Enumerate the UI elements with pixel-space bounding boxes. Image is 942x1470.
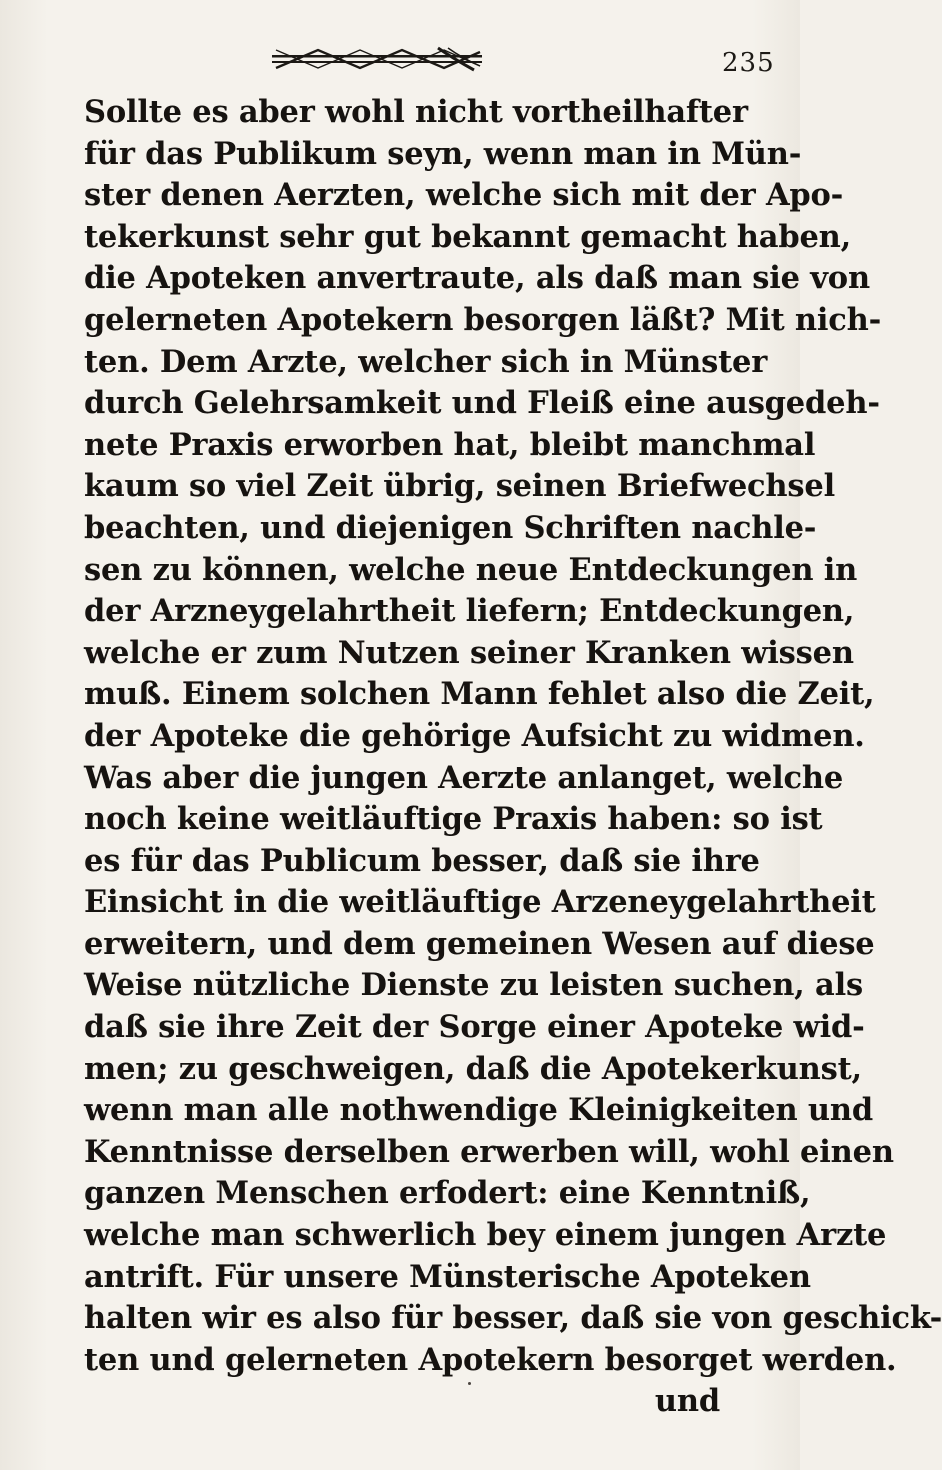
- text-line: muß. Einem solchen Mann fehlet also die Zeit,: [84, 676, 875, 713]
- text-line: gelerneten Apotekern besorgen läßt? Mit nich-: [84, 301, 882, 338]
- text-line: tekerkunst sehr gut bekannt gemacht haben,: [84, 218, 852, 255]
- text-line: daß sie ihre Zeit der Sorge einer Apoteke wid-: [84, 1009, 865, 1046]
- text-line: es für das Publicum besser, daß sie ihre: [84, 842, 760, 879]
- text-line: erweitern, und dem gemeinen Wesen auf diese: [84, 925, 875, 962]
- text-line: nete Praxis erworben hat, bleibt manchmal: [84, 426, 816, 463]
- text-line: halten wir es also für besser, daß sie von geschick-: [84, 1300, 942, 1337]
- decorative-header-ornament-icon: [268, 44, 486, 74]
- text-line: men; zu geschweigen, daß die Apotekerkunst,: [84, 1050, 862, 1087]
- catchword: und: [654, 1383, 720, 1420]
- text-line: die Apoteken anvertraute, als daß man sie von: [84, 260, 870, 297]
- text-line: antrift. Für unsere Münsterische Apoteken: [84, 1258, 811, 1295]
- text-line: Sollte es aber wohl nicht vortheilhafter: [84, 94, 748, 130]
- text-line: Einsicht in die weitläuftige Arzeneygelahrtheit: [84, 884, 876, 921]
- text-line: der Arzneygelahrtheit liefern; Entdeckungen,: [84, 593, 855, 630]
- text-line: ten. Dem Arzte, welcher sich in Münster: [84, 343, 768, 380]
- text-line: Kenntnisse derselben erwerben will, wohl einen: [84, 1133, 894, 1170]
- page-number: 235: [722, 48, 775, 78]
- text-line: ster denen Aerzten, welche sich mit der Apo-: [84, 177, 844, 214]
- ink-speck: [468, 1382, 471, 1385]
- text-line: sen zu können, welche neue Entdeckungen in: [84, 551, 858, 588]
- text-line: durch Gelehrsamkeit und Fleiß eine ausgedeh-: [84, 385, 880, 422]
- text-line: welche er zum Nutzen seiner Kranken wissen: [84, 634, 854, 671]
- body-text: [84, 92, 942, 1423]
- text-line: kaum so viel Zeit übrig, seinen Briefwechsel: [84, 468, 835, 505]
- text-line: für das Publikum seyn, wenn man in Mün-: [84, 135, 802, 172]
- text-line: wenn man alle nothwendige Kleinigkeiten und: [84, 1092, 873, 1129]
- text-line: ganzen Menschen erfodert: eine Kenntniß,: [84, 1175, 811, 1212]
- text-line: Weise nützliche Dienste zu leisten suchen, als: [84, 967, 863, 1004]
- text-line: beachten, und diejenigen Schriften nachle-: [84, 509, 817, 546]
- text-line: ten und gelerneten Apotekern besorget werden.: [84, 1341, 897, 1378]
- text-line: noch keine weitläuftige Praxis haben: so ist: [84, 801, 823, 838]
- text-line: welche man schwerlich bey einem jungen Arzte: [84, 1217, 887, 1254]
- text-line: Was aber die jungen Aerzte anlanget, welche: [84, 759, 844, 796]
- text-line: der Apoteke die gehörige Aufsicht zu widmen.: [84, 717, 865, 754]
